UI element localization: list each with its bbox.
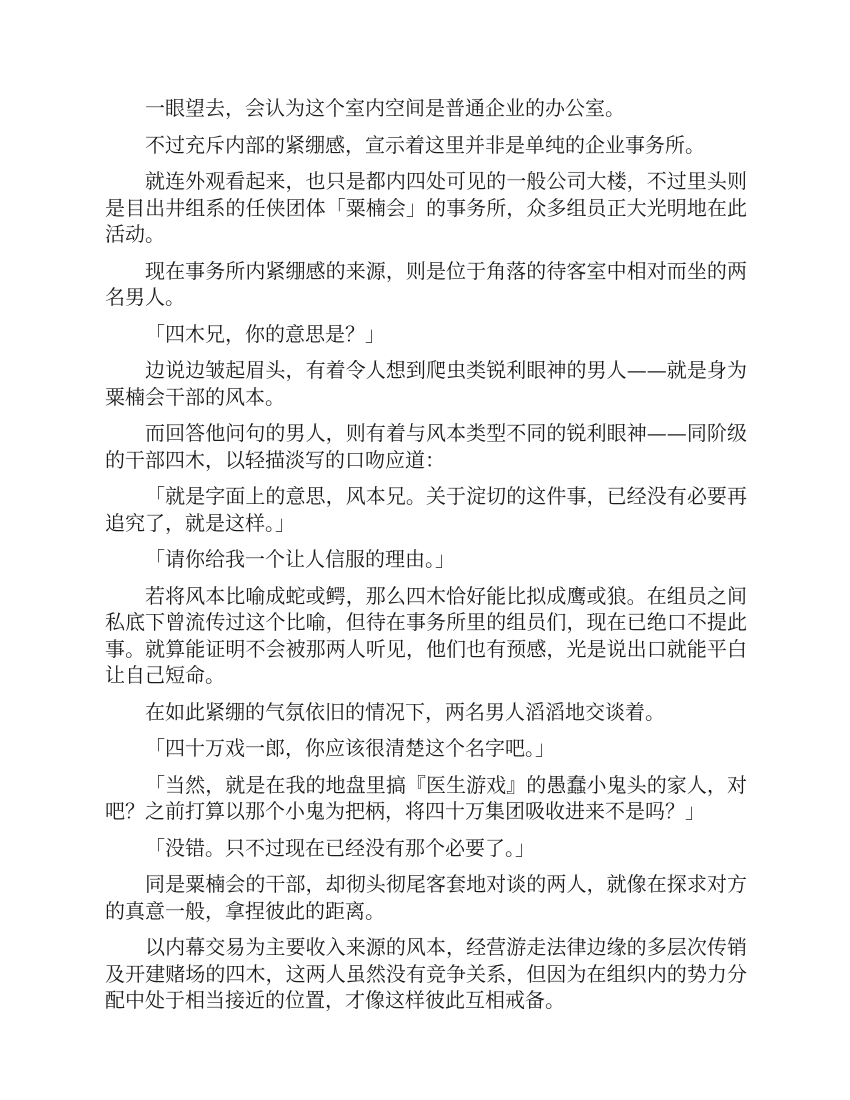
paragraph: 就连外观看起来，也只是都内四处可见的一般公司大楼，不过里头则是目出井组系的任侠团体「粟楠会」的事务所，众多组员正大光明地在此活动。 (105, 169, 747, 246)
paragraph: 现在事务所内紧绷感的来源，则是位于角落的待客室中相对而坐的两名男人。 (105, 258, 747, 309)
paragraph: 一眼望去，会认为这个室内空间是普通企业的办公室。 (145, 96, 625, 120)
document-page (105, 95, 747, 1024)
dialogue-line: 「就是字面上的意思，风本兄。关于淀切的这件事，已经没有必要再追究了，就是这样。」 (105, 484, 747, 535)
dialogue-line: 「四十万戏一郎，你应该很清楚这个名字吧。」 (145, 736, 555, 760)
paragraph: 不过充斥内部的紧绷感，宣示着这里并非是单纯的企业事务所。 (145, 132, 705, 157)
dialogue-line: 「当然，就是在我的地盘里搞『医生游戏』的愚蠢小鬼头的家人，对吧？之前打算以那个小鬼为把柄，将四十万集团吸收进来不是吗？」 (105, 772, 747, 823)
dialogue-line: 「四木兄，你的意思是？」 (145, 321, 385, 346)
dialogue-line: 「没错。只不过现在已经没有那个必要了。」 (145, 835, 535, 860)
dialogue-line: 「请你给我一个让人信服的理由。」 (145, 547, 455, 571)
paragraph: 若将风本比喻成蛇或鳄，那么四木恰好能比拟成鹰或狼。在组员之间私底下曾流传过这个比喻，但待在事务所里的组员们，现在已绝口不提此事。就算能证明不会被那两人听见，他们也有预感，光是说出口就能平白让自己短命。 (105, 583, 747, 687)
paragraph: 而回答他问句的男人，则有着与风本类型不同的锐利眼神——同阶级的干部四木，以轻描淡写的口吻应道： (105, 421, 747, 472)
paragraph: 同是粟楠会的干部，却彻头彻尾客套地对谈的两人，就像在探求对方的真意一般，拿捏彼此的距离。 (105, 872, 747, 923)
paragraph: 以内幕交易为主要收入来源的风本，经营游走法律边缘的多层次传销及开建赌场的四木，这两人虽然没有竞争关系，但因为在组织内的势力分配中处于相当接近的位置，才像这样彼此互相戒备。 (105, 935, 747, 1012)
paragraph: 边说边皱起眉头，有着令人想到爬虫类锐利眼神的男人——就是身为粟楠会干部的风本。 (105, 358, 747, 409)
paragraph: 在如此紧绷的气氛依旧的情况下，两名男人滔滔地交谈着。 (145, 699, 665, 724)
